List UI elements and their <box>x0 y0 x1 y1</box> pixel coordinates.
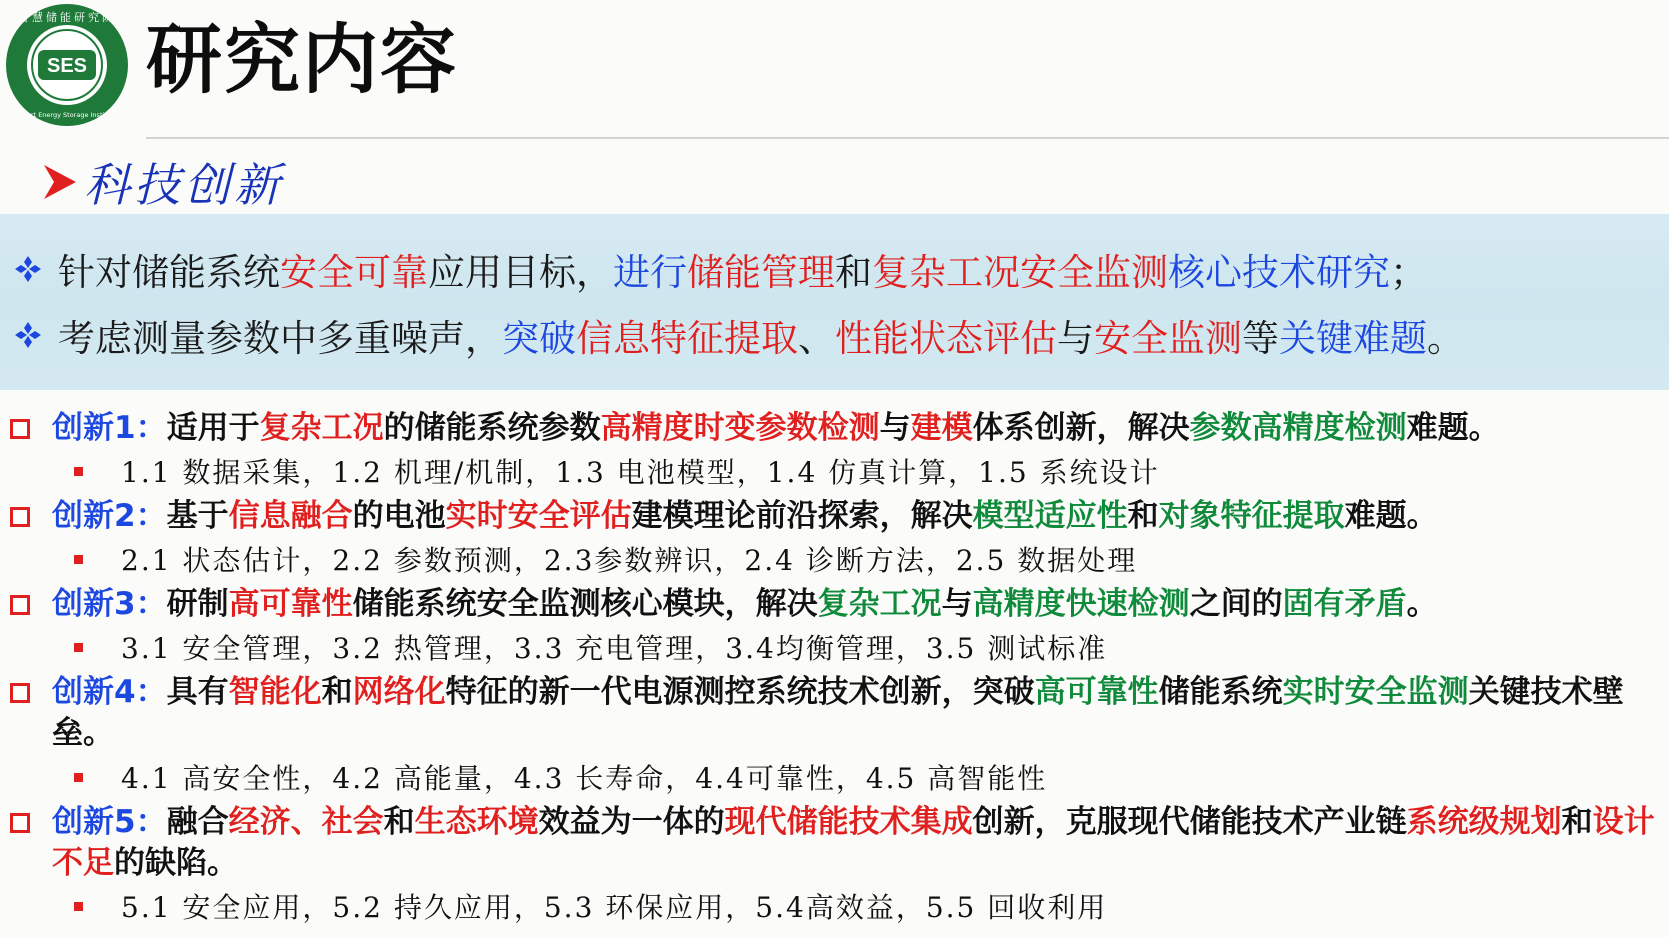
band2-seg: 信息特征提取 <box>576 317 798 360</box>
innovation-label: 创新5： <box>52 804 167 840</box>
band2-seg: 关键难题 <box>1279 317 1427 360</box>
innovation-text: 高精度快速检测 <box>972 586 1190 622</box>
innovation-text: 研制 <box>166 586 229 622</box>
red-arrow-icon <box>42 163 78 201</box>
innovation-text: 智能化 <box>228 674 322 710</box>
band2-seg: 。 <box>1427 317 1464 360</box>
innovation-text: 现代储能技术集成 <box>724 804 973 840</box>
innovation-label: 创新3： <box>52 586 167 622</box>
innovation-text: 复杂工况 <box>817 586 942 622</box>
innovation-text: 的储能系统参数 <box>383 410 601 446</box>
innovation-text: 复杂工况 <box>259 410 384 446</box>
innovation-1-items <box>74 451 1160 491</box>
innovation-text: 储能系统安全监测核心模块，解决 <box>352 586 818 622</box>
band2-seg: 考虑测量参数中多重噪声， <box>58 317 502 360</box>
logo-ring-text-en: Smart Energy Storage Institute <box>16 111 118 119</box>
innovation-label: 创新2： <box>52 498 167 534</box>
innovation-text: 高可靠性 <box>228 586 353 622</box>
innovation-text: 参数高精度检测 <box>1189 410 1407 446</box>
innovation-4 <box>10 672 1660 754</box>
innovation-text: 融合 <box>166 804 229 840</box>
innovation-text: 建模理论前沿探索，解决 <box>631 498 973 534</box>
innovation-text: 与 <box>879 410 911 446</box>
band1-seg: 进行 <box>613 251 687 294</box>
band1-seg: 储能管理 <box>687 251 835 294</box>
checkbox-bullet-icon <box>10 419 30 439</box>
innovation-text: 具有 <box>166 674 229 710</box>
innovation-text: 设计不足 <box>52 804 1655 881</box>
checkbox-bullet-icon <box>10 813 30 833</box>
band-line-2 <box>12 306 1464 364</box>
innovation-text: 建模 <box>910 410 973 446</box>
innovation-text: 固有矛盾 <box>1282 586 1407 622</box>
logo-ring-text-cn: 智慧储能研究院 <box>18 11 116 24</box>
innovation-4-items <box>74 757 1047 797</box>
innovation-text: 与 <box>941 586 973 622</box>
band1-seg: 和 <box>835 251 872 294</box>
innovation-text: 高可靠性 <box>1034 674 1159 710</box>
square-bullet-icon <box>74 643 83 652</box>
square-bullet-icon <box>74 773 83 782</box>
band-line-1 <box>12 240 1427 298</box>
innovation-5-items <box>74 886 1107 926</box>
innovation-text: 系统级规划 <box>1406 804 1562 840</box>
institute-logo <box>4 2 130 128</box>
sub-items-text: 5.1 安全应用，5.2 持久应用，5.3 环保应用，5.4高效益，5.5 回收利用 <box>121 891 1108 924</box>
sub-items-text: 4.1 高安全性，4.2 高能量，4.3 长寿命，4.4可靠性，4.5 高智能性 <box>121 762 1048 795</box>
sub-items-text: 2.1 状态估计，2.2 参数预测，2.3参数辨识，2.4 诊断方法，2.5 数据处理 <box>121 544 1138 577</box>
innovation-text: 实时安全监测 <box>1282 674 1469 710</box>
band2-seg: 性能状态评估 <box>835 317 1057 360</box>
band2-seg: 突破 <box>502 317 576 360</box>
innovation-3-items <box>74 627 1107 667</box>
innovation-text: 和 <box>321 674 353 710</box>
square-bullet-icon <box>74 555 83 564</box>
diamond-bullet-icon <box>12 319 44 351</box>
innovation-5 <box>10 802 1660 884</box>
diamond-bullet-icon <box>12 253 44 285</box>
band2-seg: 与 <box>1057 317 1094 360</box>
innovation-text: 和 <box>1127 498 1159 534</box>
band1-seg: 针对储能系统 <box>58 251 280 294</box>
innovation-text: 和 <box>383 804 415 840</box>
innovation-text: 的电池 <box>352 498 446 534</box>
square-bullet-icon <box>74 902 83 911</box>
innovation-text: 特征的新一代电源测控系统技术创新，突破 <box>445 674 1035 710</box>
innovation-text: 。 <box>1406 586 1438 622</box>
innovation-text: 创新，克服现代储能技术产业链 <box>972 804 1407 840</box>
band1-seg: 应用目标， <box>428 251 613 294</box>
innovation-text: 对象特征提取 <box>1158 498 1345 534</box>
band1-seg: ； <box>1390 251 1427 294</box>
logo-text: SES <box>46 55 88 77</box>
innovation-text: 的缺陷。 <box>114 845 238 881</box>
innovation-text: 难题。 <box>1406 410 1500 446</box>
checkbox-bullet-icon <box>10 507 30 527</box>
band2-seg: 安全监测 <box>1094 317 1242 360</box>
innovation-text: 关键技术壁垒。 <box>52 674 1624 751</box>
innovation-text: 难题。 <box>1344 498 1438 534</box>
innovation-text: 网络化 <box>352 674 446 710</box>
checkbox-bullet-icon <box>10 595 30 615</box>
innovation-text: 和 <box>1561 804 1593 840</box>
innovation-text: 实时安全评估 <box>445 498 632 534</box>
band2-seg: 等 <box>1242 317 1279 360</box>
innovation-text: 模型适应性 <box>972 498 1128 534</box>
section-heading <box>42 152 284 212</box>
innovation-text: 储能系统 <box>1158 674 1283 710</box>
innovation-2 <box>10 496 1660 537</box>
title-divider <box>146 137 1669 139</box>
band1-seg: 核心技术研究 <box>1168 251 1390 294</box>
innovation-label: 创新1： <box>52 410 167 446</box>
innovation-text: 经济、社会 <box>228 804 384 840</box>
square-bullet-icon <box>74 467 83 476</box>
checkbox-bullet-icon <box>10 683 30 703</box>
innovation-text: 生态环境 <box>414 804 539 840</box>
innovation-text: 效益为一体的 <box>538 804 725 840</box>
sub-items-text: 3.1 安全管理，3.2 热管理，3.3 充电管理，3.4均衡管理，3.5 测试标准 <box>121 632 1108 665</box>
innovation-text: 信息融合 <box>228 498 353 534</box>
innovation-text: 体系创新，解决 <box>972 410 1190 446</box>
section-heading-text: 科技创新 <box>84 158 284 212</box>
band1-seg: 复杂工况安全监测 <box>872 251 1168 294</box>
innovation-text: 高精度时变参数检测 <box>600 410 880 446</box>
innovation-text: 基于 <box>166 498 229 534</box>
innovation-label: 创新4： <box>52 674 167 710</box>
innovation-text: 适用于 <box>166 410 260 446</box>
innovation-2-items <box>74 539 1137 579</box>
sub-items-text: 1.1 数据采集，1.2 机理/机制，1.3 电池模型，1.4 仿真计算，1.5 系统设计 <box>121 456 1160 489</box>
page-title: 研究内容 <box>146 15 458 104</box>
innovation-3 <box>10 584 1660 625</box>
band2-seg: 、 <box>798 317 835 360</box>
innovation-text: 之间的 <box>1189 586 1283 622</box>
band1-seg: 安全可靠 <box>280 251 428 294</box>
innovation-1 <box>10 408 1660 449</box>
